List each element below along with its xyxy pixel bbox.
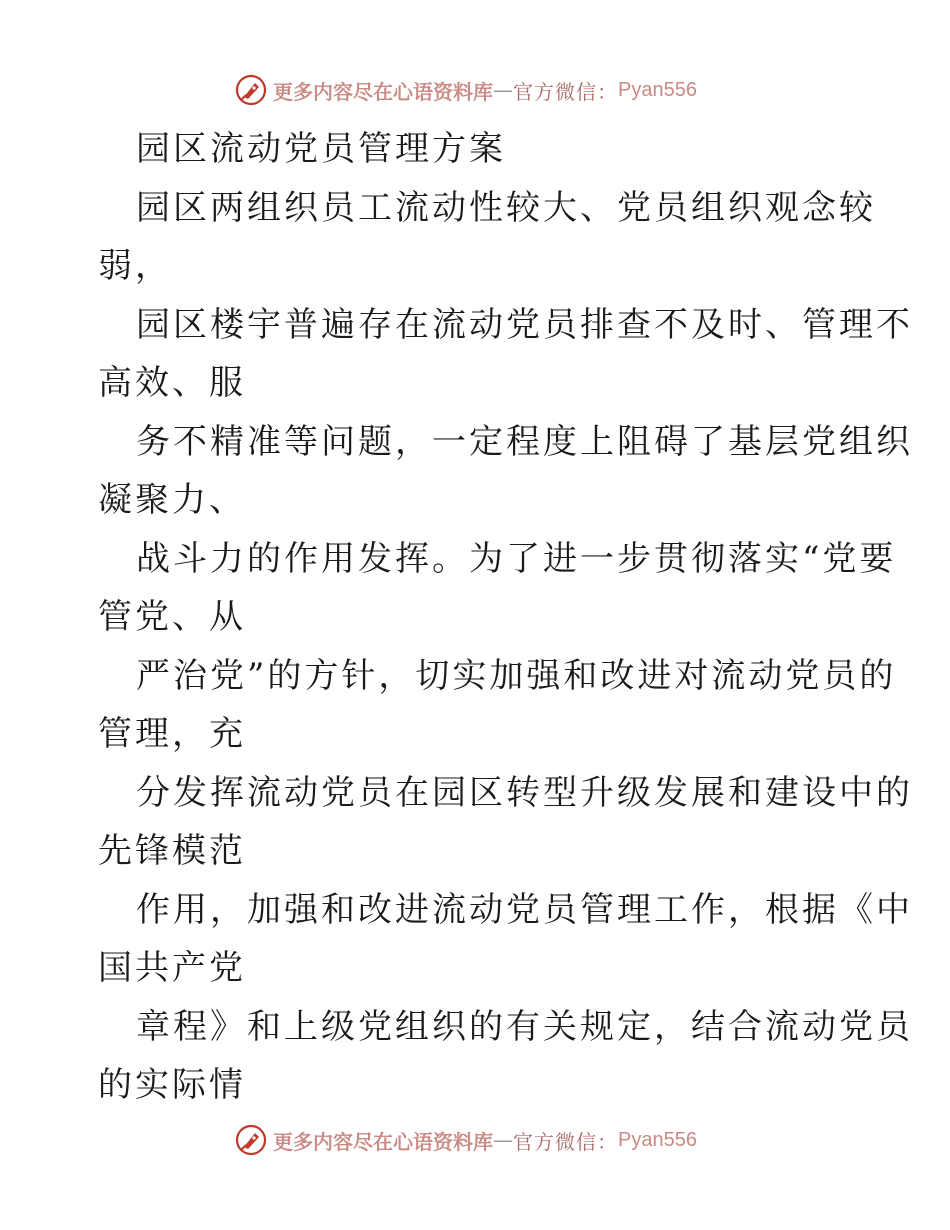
paragraph-line: 凝聚力、 [98, 480, 246, 520]
paragraph-line: 战斗力的作用发挥。为了进一步贯彻落实“党要 [136, 538, 897, 579]
paragraph-line: 园区楼宇普遍存在流动党员排查不及时、管理不 [136, 304, 913, 345]
paragraph-line: 高效、服 [98, 363, 246, 403]
pen-nib-circle-icon [235, 1124, 267, 1156]
pen-nib-circle-icon [235, 74, 267, 106]
paragraph-line: 先锋模范 [98, 831, 246, 871]
paragraph-lines [98, 179, 913, 1115]
paragraph-line: 务不精准等问题，一定程度上阻碍了基层党组织 [136, 421, 913, 462]
banner-dash: — [493, 78, 513, 102]
paragraph-line: 作用，加强和改进流动党员管理工作，根据《中 [136, 889, 913, 930]
wechat-id: Pyan556 [618, 78, 697, 101]
paragraph-line: 的实际情 [98, 1065, 246, 1105]
paragraph-line: 国共产党 [98, 948, 246, 988]
footer-watermark-banner [235, 1120, 697, 1160]
paragraph-line: 弱， [98, 246, 172, 286]
paragraph-line: 分发挥流动党员在园区转型升级发展和建设中的 [136, 772, 913, 813]
brand-text: 更多内容尽在心语资料库 [273, 1129, 493, 1154]
paragraph-line: 管党、从 [98, 597, 246, 637]
header-watermark-banner [235, 70, 697, 110]
wechat-label: 官方微信： [513, 79, 618, 104]
banner-dash: — [493, 1128, 513, 1152]
wechat-id: Pyan556 [618, 1128, 697, 1151]
paragraph-line: 严治党”的方针，切实加强和改进对流动党员的 [136, 655, 897, 696]
document-body [98, 120, 913, 1115]
paragraph-line: 章程》和上级党组织的有关规定，结合流动党员 [136, 1006, 913, 1047]
document-title: 园区流动党员管理方案 [136, 129, 506, 169]
paragraph-line: 管理，充 [98, 714, 246, 754]
wechat-label: 官方微信： [513, 1129, 618, 1154]
paragraph-line: 园区两组织员工流动性较大、党员组织观念较 [136, 187, 876, 228]
brand-text: 更多内容尽在心语资料库 [273, 79, 493, 104]
